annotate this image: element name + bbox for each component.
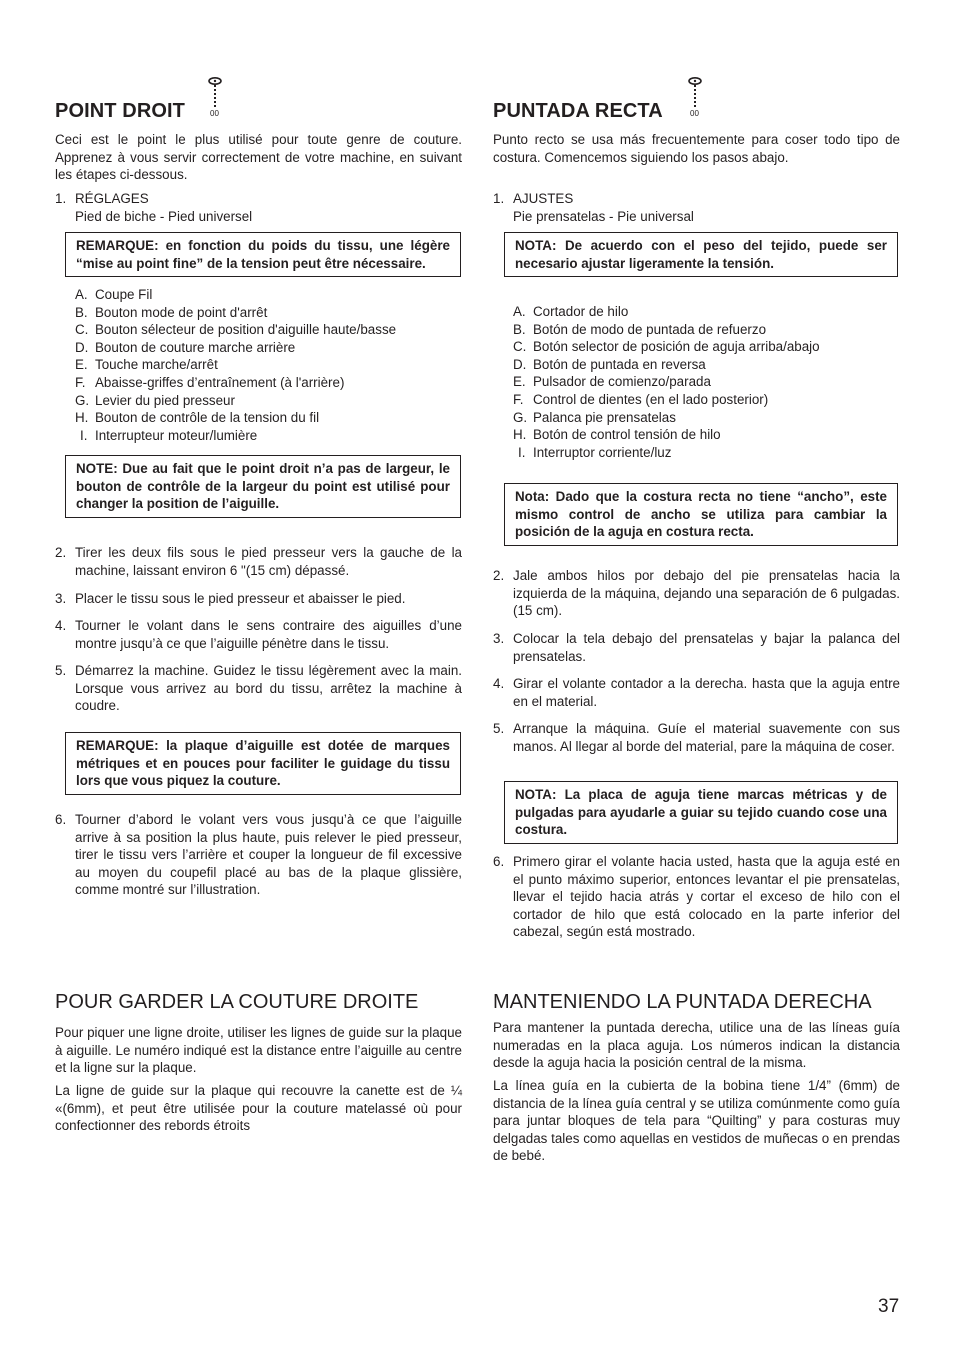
step-3: 3. Placer le tissu sous le pied presseur et abaisser le pied. (55, 591, 406, 606)
intro-paragraph: Punto recto se usa más frecuentemente para coser todo tipo de costura. Comencemos siguiendo los pasos abajo. (493, 132, 900, 165)
step-2: 2. Tirer les deux fils sous le pied presseur vers la gauche de la machine, laissant environ 6 "(15 cm) dépassé. (55, 545, 462, 578)
list-item: E. Touche marche/arrêt (75, 357, 218, 373)
step-1: 1. AJUSTES Pie prensatelas - Pie universal (493, 191, 694, 224)
step-1-subtitle: Pied de biche - Pied universel (75, 208, 253, 224)
step-5: 5. Démarrez la machine. Guidez le tissu légèrement avec la main. Lorsque vous arrivez au bord du tissu, arrêtez la machine à coudre. (55, 663, 462, 714)
list-item: C. Bouton sélecteur de position d'aiguille haute/basse (75, 322, 397, 338)
step-5: 5. Arranque la máquina. Guíe el material suavemente con sus manos. Al llegar al borde del material, pare la máquina de coser. (493, 721, 900, 754)
step-1-subtitle: Pie prensatelas - Pie universal (513, 208, 694, 224)
step-4: 4. Tourner le volant dans le sens contraire des aiguilles d’une montre jusqu’à ce que l’aiguille pénètre dans le tissu. (55, 618, 462, 651)
list-item: H. Bouton de contrôle de la tension du fil (75, 410, 320, 426)
list-item: A. Cortador de hilo (513, 304, 629, 319)
list-item: C. Botón selector de posición de aguja arriba/abajo (513, 339, 820, 355)
list-item: A. Coupe Fil (75, 287, 153, 302)
stitch-icon-caption: 00 (210, 109, 219, 116)
step-1: 1. RÉGLAGES Pied de biche - Pied universel (55, 191, 253, 224)
section-heading-couture-droite: POUR GARDER LA COUTURE DROITE (55, 991, 419, 1013)
stitch-icon-caption: 00 (690, 109, 699, 116)
section-heading-point-droit: POINT DROIT (55, 100, 185, 122)
list-item: D. Botón de puntada en reversa (513, 356, 706, 372)
list-item: B. Botón de modo de puntada de refuerzo (513, 321, 767, 337)
list-item: F. Control de dientes (en el lado posterior) (513, 391, 769, 407)
section-heading-puntada-recta: PUNTADA RECTA (493, 100, 663, 122)
list-item: H. Botón de control tensión de hilo (513, 427, 721, 443)
list-item: G. Palanca pie prensatelas (513, 409, 676, 425)
note-box-needle-position: Nota: Dado que la costura recta no tiene “ancho”, este mismo control de ancho se utiliza para cambiar la posición de la aguja en costura recta. (504, 483, 898, 546)
step-3: 3. Colocar la tela debajo del prensatelas y bajar la palanca del prensatelas. (493, 631, 900, 664)
list-item: F. Abaisse-griffes d’entraînement (à l'arrière) (75, 374, 345, 390)
guide-paragraph-1: Pour piquer une ligne droite, utiliser les lignes de guide sur la plaque à aiguille. Le numéro indiqué est la distance entre l’aiguille au centre et la ligne sur la plaque. (55, 1025, 462, 1076)
list-item: D. Bouton de couture marche arrière (75, 339, 296, 355)
parts-list (55, 286, 462, 444)
note-box-needle-position: NOTE: Due au fait que le point droit n’a pas de largeur, le bouton de contrôle de la largeur du point est utilisé pour changer la position de l’aiguille. (65, 455, 461, 518)
step-1-title: RÉGLAGES (75, 191, 149, 206)
guide-paragraph-2: La línea guía en la cubierta de la bobina tiene 1/4” (6mm) de distancia de la línea guía central y se utiliza comúnmente como guía para juntar bloques de tela para “Quilting” y para costuras muy delgadas tales como aquellas en vestidos de muñecas o en prendas de bebé. (493, 1078, 900, 1164)
straight-stitch-icon (686, 76, 704, 116)
remark-box-needle-plate: REMARQUE: la plaque d’aiguille est dotée de marques métriques et en pouces pour faciliter le guidage du tissu lors que vous piquez la couture. (65, 732, 461, 795)
remark-box-tension: REMARQUE: en fonction du poids du tissu, une légère “mise au point fine” de la tension peut être nécessaire. (65, 232, 461, 277)
list-item: B. Bouton mode de point d'arrêt (75, 304, 268, 320)
guide-paragraph-1: Para mantener la puntada derecha, utilice una de las líneas guía numeradas en la placa aguja. Los números indican la distancia desde la aguja hacia la posición central de la misma. (493, 1020, 900, 1071)
step-1-title: AJUSTES (513, 191, 574, 206)
step-6: 6. Tourner d’abord le volant vers vous jusqu’à ce que l’aiguille arrive à sa position la plus haute, puis relever le pied presseur, tirer le tissu vers l’arrière et couper la longueur de fil excessive au moyen du coupefil placé au bas de la plaque glissière, comme montré sur l’illustration. (55, 812, 462, 898)
step-6: 6. Primero girar el volante hacia usted, hasta que la aguja esté en el punto máximo superior, entonces levantar el pie prensatelas, llevar el tejido hacia atrás y cortar el exceso de hilo con el cortador de hilo que está colocado en la parte inferior del cabezal, según está mostrado. (493, 854, 900, 940)
section-heading-puntada-derecha: MANTENIENDO LA PUNTADA DERECHA (493, 991, 872, 1013)
step-2: 2. Jale ambos hilos por debajo del pie prensatelas hacia la izquierda de la máquina, dejando una separación de 6 pulgadas. (15 cm). (493, 568, 900, 619)
list-item: I. Interrupteur moteur/lumière (80, 427, 258, 443)
note-box-tension: NOTA: De acuerdo con el peso del tejido, puede ser necesario ajustar ligeramente la tensión. (504, 232, 898, 277)
list-item: G. Levier du pied presseur (75, 392, 235, 408)
list-item: I. Interruptor corriente/luz (518, 444, 672, 460)
parts-list (493, 303, 900, 461)
page-number: 37 (878, 1296, 900, 1317)
intro-paragraph: Ceci est le point le plus utilisé pour toute genre de couture. Apprenez à vous servir correctement de votre machine, en suivant les étapes ci-dessous. (55, 132, 462, 183)
guide-paragraph-2: La ligne de guide sur la plaque qui recouvre la canette est de ¼ «(6mm), et peut être utilisée pour la couture matelassé où pour confectionner des rebords étroits (55, 1083, 462, 1134)
note-box-needle-plate: NOTA: La placa de aguja tiene marcas métricas y de pulgadas para ayudarle a guiar su tejido cuando cose una costura. (504, 781, 898, 844)
straight-stitch-icon (206, 76, 224, 116)
list-item: E. Pulsador de comienzo/parada (513, 374, 711, 390)
step-4: 4. Girar el volante contador a la derecha. hasta que la aguja entre en el material. (493, 676, 900, 709)
